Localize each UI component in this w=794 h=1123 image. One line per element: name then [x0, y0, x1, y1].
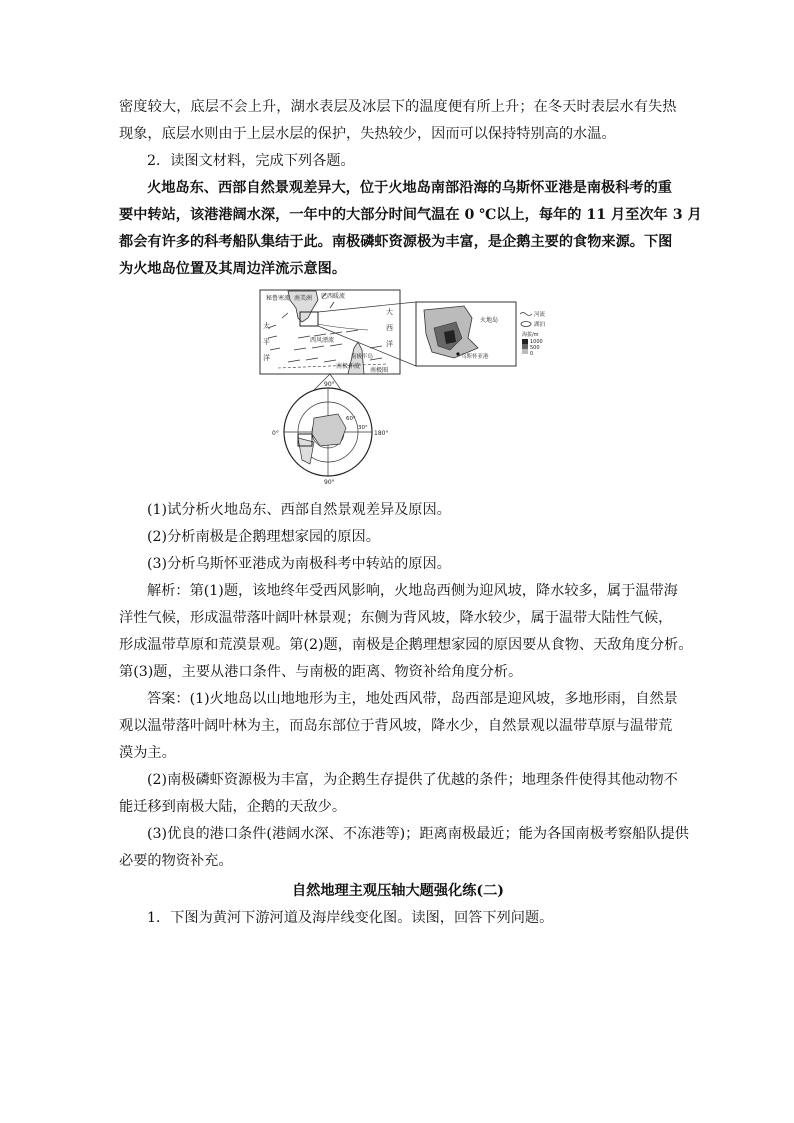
- elevation-legend-title: 海拔/m: [522, 332, 539, 338]
- island-label: 火地岛: [480, 317, 499, 324]
- lake-legend-label: 湖泊: [534, 322, 546, 328]
- answer-line: 观以温带落叶阔叶林为主，而岛东部位于背风坡，降水少，自然景观以温带草原与温带荒: [119, 718, 673, 734]
- question-heading: 2．读图文材料，完成下列各题。: [147, 153, 355, 169]
- elevation-value: 1000: [530, 339, 543, 345]
- elevation-value: 0: [530, 351, 534, 357]
- tierra-del-fuego-map-figure: [258, 288, 558, 486]
- ocean-currents-panel: [260, 290, 400, 374]
- lake-legend-icon: [521, 322, 531, 327]
- analysis-line: 洋性气候，形成温带落叶阔叶林景观；东侧为背风坡，降水较少，属于温带大陆性气候，: [119, 610, 673, 626]
- question-heading: 1．下图为黄河下游河道及海岸线变化图。读图，回答下列问题。: [147, 910, 554, 926]
- material-line: 都会有许多的科考船队集结于此。南极磷虾资源极为丰富，是企鹅主要的食物来源。下图: [119, 234, 673, 250]
- map-label: 西风漂流: [310, 337, 335, 344]
- polar-globe: [272, 374, 388, 486]
- map-label: 南极半岛: [351, 354, 374, 360]
- analysis-line: 解析：第(1)题，该地终年受西风影响，火地岛西侧为迎风坡，降水较多，属于温带海: [147, 583, 678, 599]
- map-label: 洋: [386, 340, 393, 348]
- map-label: 平: [263, 338, 270, 346]
- elevation-value: 500: [530, 345, 540, 351]
- map-label: 西: [386, 324, 393, 332]
- material-line: 火地岛东、西部自然景观差异大，位于火地岛南部沿海的乌斯怀亚港是南极科考的重: [147, 180, 672, 196]
- globe-label: 180°: [374, 430, 389, 437]
- answer-line: 答案：(1)火地岛以山地地形为主，地处西风带，岛西部是迎风坡，多地形雨，自然景: [147, 691, 678, 707]
- section-title: 自然地理主观压轴大题强化练(二): [291, 883, 505, 899]
- paragraph-line: 现象，底层水则由于上层水层的保护，失热较少，因而可以保持特别高的水温。: [119, 126, 616, 142]
- map-label: 秘鲁寒流: [266, 295, 291, 302]
- material-line: 为火地岛位置及其周边洋流示意图。: [119, 261, 347, 277]
- analysis-line: 形成温带草原和荒漠景观。第(2)题，南极是企鹅理想家园的原因要从食物、天敌角度分析。: [119, 637, 693, 653]
- paragraph-line: 密 度 较 大 ， 底 层 不 会 上 升 ， 湖 水 表 层 及 冰 层 下 的 温 度 便 有 所 上 升 ； 在 冬 天 时 表 层 水 有 失 热: [119, 99, 677, 115]
- globe-label: 60°: [346, 416, 356, 422]
- analysis-line: 第(3)题，主要从港口条件、与南极的距离、物资补给角度分析。: [119, 664, 523, 680]
- antarctica-shape: [312, 414, 346, 446]
- river-legend-icon: [520, 313, 532, 316]
- answer-line: 必要的物资补充。: [119, 853, 233, 869]
- globe-label: 90°: [324, 479, 335, 486]
- answer-line: (3)优良的港口条件(港阔水深、不冻港等)；距离南极最近；能为各国南极考察船队提供: [147, 826, 689, 842]
- map-label: 南极环流: [336, 363, 361, 370]
- globe-label: 30°: [358, 425, 368, 431]
- answer-line: (2)南极磷虾资源极为丰富，为企鹅生存提供了优越的条件；地理条件使得其他动物不: [147, 772, 678, 788]
- answer-line: 漠为主。: [119, 745, 176, 761]
- tierra-del-fuego-inset-panel: [416, 302, 546, 366]
- map-label: 南极圈: [370, 367, 389, 374]
- map-label: 洋: [263, 354, 270, 362]
- question-item: (1)试分析火地岛东、西部自然景观差异及原因。: [147, 502, 451, 518]
- map-label: 巴西暖流: [321, 293, 346, 300]
- material-line: 要中转站，该港港阔水深，一年中的大部分时间气温在 0 ℃以上，每年的 11 月至次年 3 月: [119, 207, 702, 223]
- map-legend: [520, 310, 546, 357]
- map-label: 大: [386, 308, 393, 316]
- globe-label: 0°: [272, 430, 279, 437]
- answer-line: 能迁移到南极大陆，企鹅的天敌少。: [119, 799, 347, 815]
- port-label: 乌斯怀亚港: [461, 354, 489, 360]
- question-item: (3)分析乌斯怀亚港成为南极科考中转站的原因。: [147, 556, 451, 572]
- globe-label: 90°: [324, 381, 335, 388]
- river-legend-label: 河流: [534, 312, 546, 318]
- map-label: 太: [263, 322, 270, 330]
- map-label: 南美洲: [294, 295, 313, 302]
- question-item: (2)分析南极是企鹅理想家园的原因。: [147, 529, 380, 545]
